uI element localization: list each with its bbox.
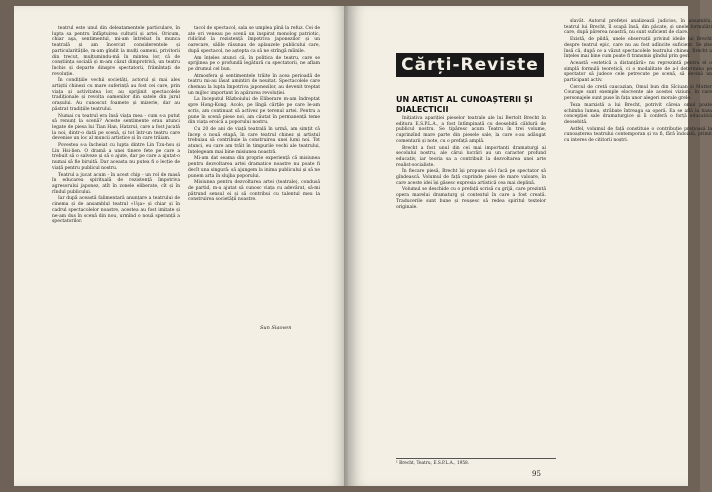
section-header: Cărți-Reviste — [396, 53, 544, 77]
paragraph: Povestea s-a încheiat cu lupta dintre Lin Tzu-hsu și Lin Hsi-lien. O dramă a unei tinere fete pe care a trebuit să o salveze și să o ajute, dar pe care a ajutat-o numai să fie biruită. Dar aceasta nu putea fi o lecție de viață pentru publicul nostru. — [52, 143, 180, 171]
left-column-1 — [52, 26, 180, 471]
right-page — [348, 6, 712, 486]
article-title: UN ARTIST AL CUNOAȘTERII ȘI DIALECTICII — [396, 95, 533, 114]
paragraph: Teatrul a jucat acum - în acest chip - un rol de masă în educarea spirituală de rezistență împotriva agresorului japonez, atît în zonele eliberate, cît și în rîndul publicului. — [52, 172, 180, 195]
page-number: 95 — [532, 470, 541, 478]
paragraph: Există, de pildă, unele observații privind ideile lui Brecht despre teatrul epic, care nu au fost adîncite suficient. Se știe însă că, după ce a văzut spectacolele teatrului chinez, Brecht a înțeles mai bine cum poate fi transmis gîndul prin gest. — [564, 37, 712, 60]
left-column-2 — [188, 26, 320, 346]
paragraph: În fiecare piesă, Brecht își propune să-l facă pe spectator să gîndească. Volumul de față cuprinde piese de mare valoare, în care aceste idei își găsesc expresia artistică cea mai deplină. — [396, 169, 546, 186]
paragraph: Această «estetică a distanțării» nu reprezintă pentru el o simplă formulă teoretică, ci o modalitate de a-l determina pe spectator să judece cele petrecute pe scenă, să devină un participant activ. — [564, 60, 712, 84]
paragraph: La începutul Războiului de Eliberare m-am îndreptat spre Hong-Kong. Acolo, pe lîngă cărțile pe care le-am scris, am continuat să activez pe terenul artei. Pentru a pune în scenă piese noi, am căutat în permanență teme din viața eroică a poporului nostru. — [188, 97, 320, 126]
paragraph: Cercul de cretă caucazian, Omul bun din Sîciuan și Mutter Courage sunt exemple elocvente ale acestei viziuni, în care personajele sunt puse în fața unor alegeri morale grele. — [564, 84, 712, 102]
right-column-1 — [396, 116, 546, 451]
author-signature: Sun Siaoven — [260, 325, 292, 331]
paragraph: Cu 20 de ani de viață teatrală în urmă, am simțit că încep o nouă etapă, în care teatrul chinez și artistul trebuiau să contribuie la construirea unei lumi noi. Tot atunci, eu care am trăit în timpurile vechi ale teatrului, înțelegeam mai bine misiunea noastră. — [188, 126, 320, 155]
left-page — [14, 6, 348, 486]
paragraph: tacol de spectacol, sala se umplea pînă la refuz. Cei de ate ori veneau pe scenă un inspirat monolog patriotic, ridicînd la rezistență împotriva japonezilor și un oarecare, sălile răsunau de aplauzele publicului care, după spectacol, ne aștepta ca să ne strîngă mîinile. — [188, 26, 320, 54]
paragraph: Atmosfera și sentimentele trăite în acea perioadă de teatru mi-au lăsat amintiri de neuitat. Spectacolele care chemau la lupta împotriva japonezilor, au devenit treptat un mijloc important în apărarea revoluției. — [188, 73, 320, 96]
paragraph: Misiunea pentru dezvoltarea artei (teatrale), condusă de partid, m-a ajutat să cunosc viața cu adevărat, să-mi pătrund sensul ei și să contribui cu talentul meu la construirea societății noastre. — [188, 180, 320, 203]
footnote: ¹ Brecht, Teatru, E.S.P.L.A., 1958. — [396, 458, 556, 466]
paragraph: Teza marxistă a lui Brecht, potrivit căreia omul poate schimba lumea, străbate întreaga sa operă. Ea se află la baza concepției sale dramaturgice și îi conferă o forță educativă deosebită. — [564, 102, 712, 125]
paragraph: Am înțeles atunci că, în politica de teatru, care se sprijinea pe o profundă legătură cu spectatorii, ne aflam pe drumul cel bun. — [188, 55, 320, 72]
paragraph: Mi-am dat seama din proprie experiență că misiunea pentru dezvoltarea artei dramatice noastre nu poate fi decît una singură: să ajungem la inima publicului și să ne punem arta în slujba poporului. — [188, 156, 320, 179]
paragraph: Astfel, volumul de față constituie o contribuție prețioasă la cunoașterea teatrului contemporan și va fi, fără îndoială, primit cu interes de cititorii noștri. — [564, 126, 712, 144]
paragraph: Brecht a fost unul din cei mai importanți dramaturgi ai secolului nostru, ale cărui lucrări au un caracter profund educativ, iar teoria sa a contribuit la dezvoltarea unei arte realist-socialiste. — [396, 145, 546, 168]
paragraph: Numai cu teatrul era însă viața mea - cum s-a putut să renunț la scenă? Aceste sentimente erau atunci legate de piesa lui Tian Han, Hatzrul, care a fost jucată la noi, dintr-o dată pe scenă, și tot într-un teatru care devenise un loc al muncii artistice și în care trăiam. — [52, 113, 180, 142]
right-column-2 — [564, 19, 712, 485]
paragraph: Volumul se deschide cu o prefață scrisă cu grijă, care prezintă opera marelui dramaturg și contextul în care a fost creată. Traducerile sunt bune și reușesc să redea spiritul textelor originale. — [396, 187, 546, 210]
paragraph: Iar după această falimentară anunțare a teatrului de cinema și de ansamblul teatral «Uşa» și chiar și în cadrul spectacolelor noastre, acestea au fost imitate și ne-am dus în scenă din nou, urmînd o nouă speranță a spectatorilor. — [52, 196, 180, 225]
paragraph: În condițiile vechii societăți, actorul și mai ales artiștii chinezi cu mare suferință au fost cei care, prin viața și activitatea lor, au sprijinit spectacolele tradiționale și revolta oamenilor din satele din jurul orașului. Au cunoscut foamete și mizerie, dar au păstrat tradițiile teatrului. — [52, 78, 180, 112]
paragraph: teatrul este unul din deleatamentele particulare, în lupta sa pentru înfăptuirea culturii și artei. Oricum, chiar aşa, sentimentul, mi-am întrebat în munca teatrală și am încercat considerentele și particularitățile, m-am gîndit la mulți oameni, privitorii din trecut, mulțumindu-mă în mintea lor, că de conștiința socială și m-am căzut dimprotrivă, un teatru închis și departe dinspre spectatorii, frămîntați de revoluție. — [52, 26, 180, 77]
paragraph: slavăt. Autorul prefeței analizează judicios, în ansamblu, teatrul lui Brecht, îl scapă însă, din păcate, și unele formulări care, după părerea noastră, nu sunt suficient de clare. — [564, 19, 712, 36]
paragraph: Inițiativa apariției pieselor teatrale ale lui Bertolt Brecht în editura E.S.P.L.A., a fost întîmpinată cu deosebită căldură de publicul nostru. Se tipăresc acum Teatru în trei volume, cuprinzînd mare parte din piesele sale, la care s-au adăugat comentarii și note, cu o prefață amplă. — [396, 116, 546, 144]
